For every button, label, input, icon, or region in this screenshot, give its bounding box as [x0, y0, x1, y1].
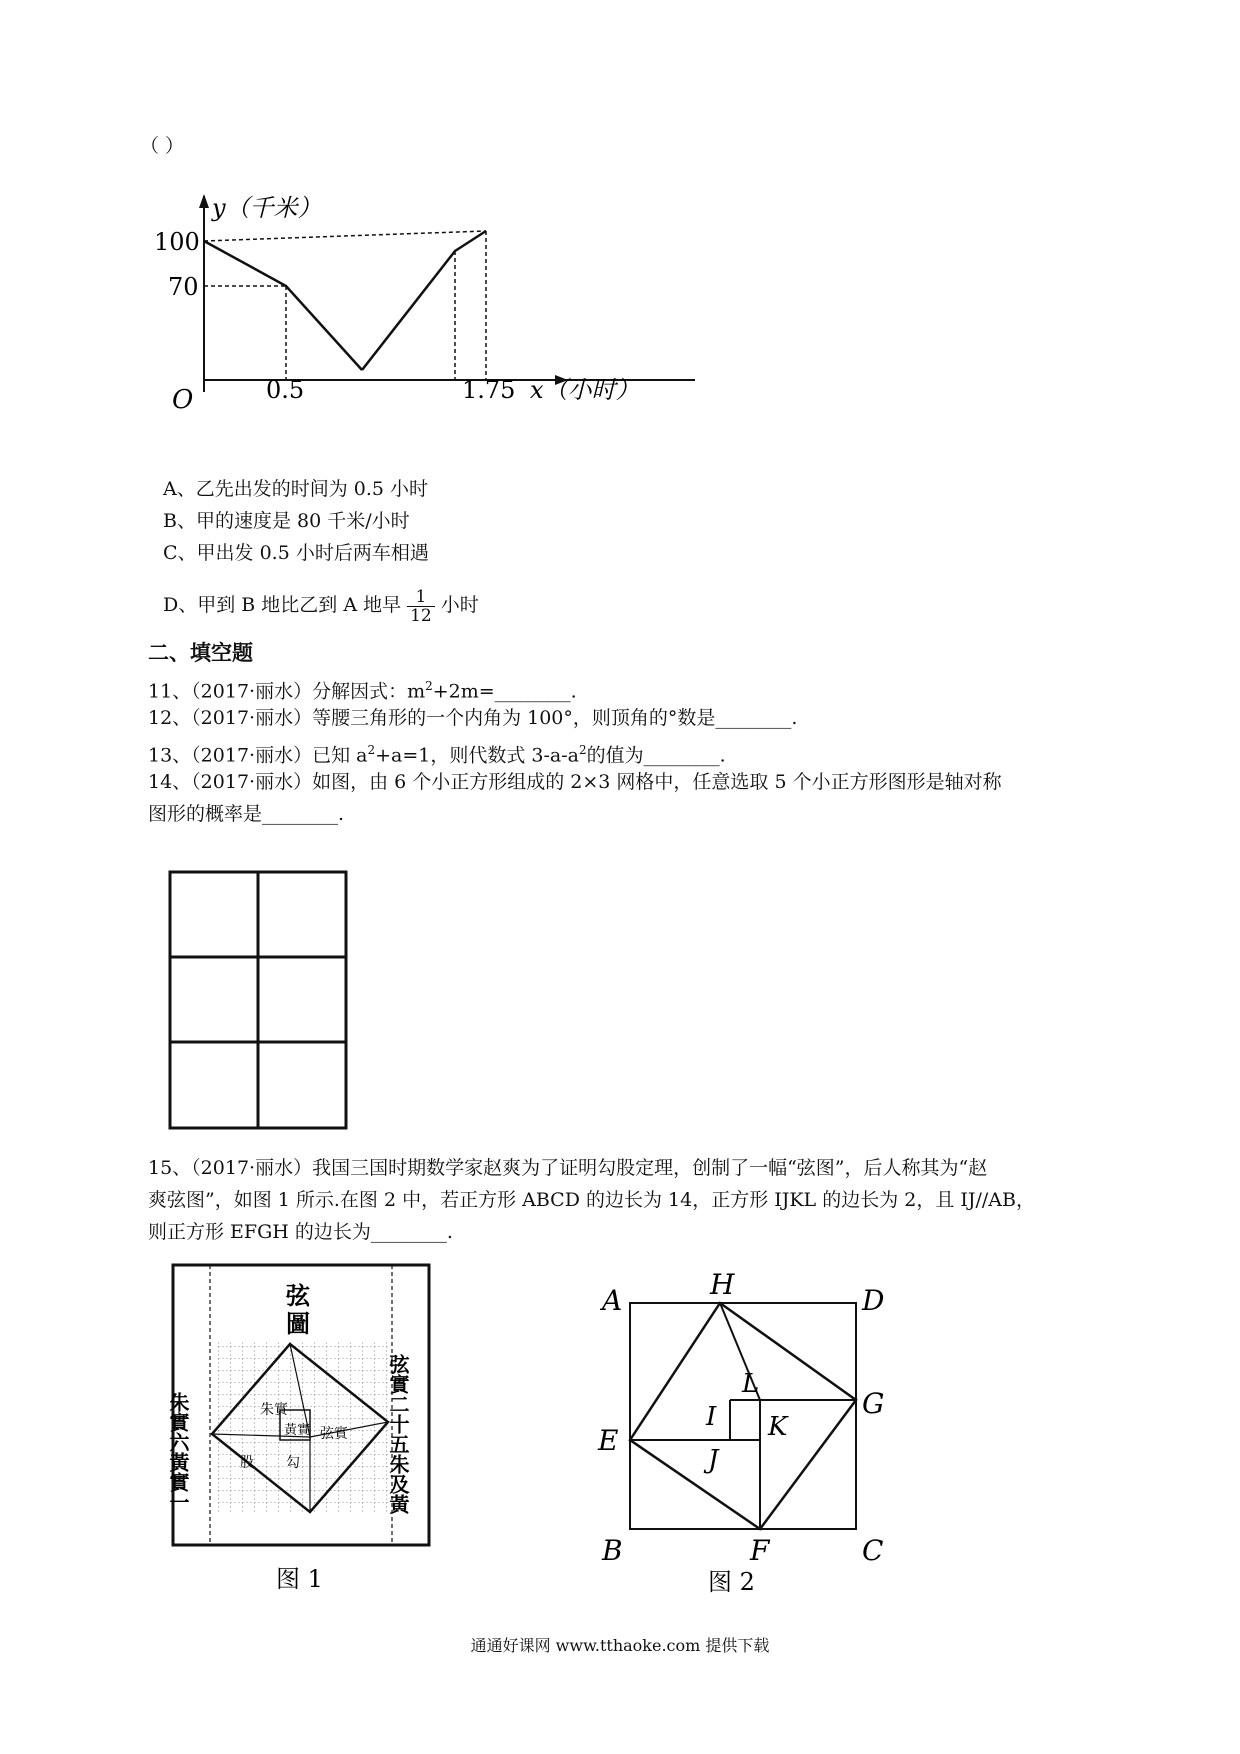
- fig1-inner-gu: 股: [240, 1455, 254, 1471]
- q13-exponent-1: 2: [367, 743, 376, 757]
- option-a: A、乙先出发的时间为 0.5 小时: [163, 478, 429, 500]
- fig1-inner-zhu: 朱實: [260, 1402, 288, 1418]
- option-d-suffix: 小时: [440, 594, 479, 616]
- label-J: J: [708, 1445, 719, 1475]
- figure-1-xian-tu: [166, 1262, 442, 1596]
- fig1-inner-xian: 弦實: [320, 1426, 348, 1442]
- answer-bracket: （ ）: [140, 135, 185, 157]
- question-14-line-2: 图形的概率是________.: [148, 803, 345, 825]
- label-E: E: [598, 1424, 619, 1457]
- fig1-inner-huang: 黃實: [284, 1423, 311, 1438]
- distance-time-graph: [140, 180, 660, 415]
- fraction-denominator: 12: [407, 606, 435, 625]
- grid-2x3-figure: [168, 870, 350, 1132]
- x-axis-label: x（小时）: [530, 376, 640, 404]
- option-b: B、甲的速度是 80 千米/小时: [163, 510, 410, 532]
- x-tick-1.75: 1.75: [462, 376, 516, 404]
- q13-exponent-2: 2: [578, 743, 587, 757]
- fig2-caption: 图 2: [708, 1568, 755, 1596]
- option-d-prefix: D、甲到 B 地比乙到 A 地早: [163, 594, 402, 616]
- label-K: K: [768, 1412, 788, 1442]
- label-L: L: [742, 1369, 760, 1399]
- label-G: G: [862, 1387, 885, 1420]
- question-12: 12、（2017·丽水）等腰三角形的一个内角为 100°，则顶角的°数是________.: [148, 707, 798, 729]
- section-title: 二、填空题: [148, 641, 253, 665]
- q11-exponent: 2: [425, 679, 433, 693]
- fig1-title-char-1: 弦: [286, 1281, 310, 1310]
- x-tick-0.5: 0.5: [266, 376, 305, 404]
- question-15-line-2: 爽弦图”，如图 1 所示.在图 2 中，若正方形 ABCD 的边长为 14，正方形 IJKL 的边长为 2，且 IJ//AB，: [148, 1189, 1035, 1211]
- question-14-line-1: 14、（2017·丽水）如图，由 6 个小正方形组成的 2×3 网格中，任意选取 5 个小正方形图形是轴对称: [148, 771, 1002, 793]
- q13-blank: 的值为________.: [586, 744, 726, 767]
- fig1-left-text: 朱實六黃實一: [166, 1392, 190, 1512]
- q13-mid: +a=1，则代数式 3-a-a: [375, 744, 579, 767]
- yi-line: [362, 231, 486, 370]
- question-15-line-3: 则正方形 EFGH 的边长为________.: [148, 1221, 453, 1243]
- question-13: [148, 738, 726, 767]
- label-A: A: [602, 1284, 623, 1317]
- origin-label: O: [172, 385, 194, 415]
- y-tick-100: 100: [154, 228, 200, 256]
- y-tick-70: 70: [168, 273, 199, 301]
- page-footer: 通通好课网 www.tthaoke.com 提供下载: [470, 1636, 770, 1655]
- question-11: [148, 674, 577, 703]
- option-c: C、甲出发 0.5 小时后两车相遇: [163, 542, 429, 564]
- option-d: [163, 580, 479, 630]
- y-axis-label: y（千米）: [212, 194, 322, 222]
- label-I: I: [706, 1402, 717, 1432]
- jia-line: [204, 241, 362, 370]
- label-B: B: [602, 1534, 623, 1567]
- q13-text: 13、（2017·丽水）已知 a: [148, 744, 368, 767]
- question-15-line-1: 15、（2017·丽水）我国三国时期数学家赵爽为了证明勾股定理，创制了一幅“弦图”，后人称其为“赵: [148, 1157, 988, 1179]
- fig1-caption: 图 1: [276, 1565, 323, 1593]
- fraction: [407, 588, 435, 625]
- label-C: C: [862, 1534, 884, 1567]
- fig1-inner-gou: 勾: [286, 1455, 300, 1471]
- q11-text: 11、（2017·丽水）分解因式：m: [148, 680, 426, 703]
- label-H: H: [710, 1268, 735, 1301]
- fig1-right-text: 弦實二十五朱及黃: [386, 1354, 410, 1514]
- figure-2-geometry: [590, 1270, 890, 1600]
- label-D: D: [862, 1284, 885, 1317]
- q11-blank: +2m=________.: [432, 680, 577, 703]
- fig1-title-char-2: 圖: [286, 1309, 310, 1338]
- fraction-numerator: 1: [415, 586, 427, 607]
- label-F: F: [750, 1534, 770, 1567]
